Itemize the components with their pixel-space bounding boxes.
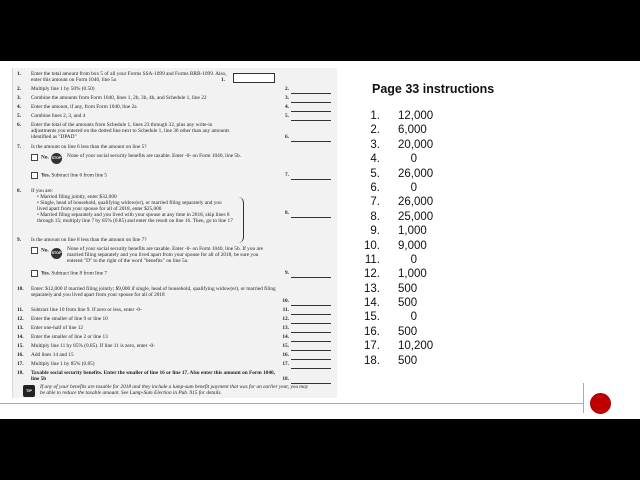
line-number: 16. <box>17 352 24 358</box>
answer-line <box>291 368 331 369</box>
answer-line <box>291 305 331 306</box>
answer-item <box>358 138 448 152</box>
yes-label: Yes. <box>41 270 50 277</box>
line-number: 11. <box>17 307 24 313</box>
answer-value: 6,000 <box>398 124 427 137</box>
answer-value: 500 <box>398 282 418 295</box>
line-text: Is the amount on line 6 less than the amount on line 5? <box>31 144 147 150</box>
line-number: 7. <box>17 144 21 150</box>
answer-line <box>291 323 331 324</box>
answer-number: 15. <box>364 311 380 324</box>
line-7-yes-checkbox[interactable] <box>31 172 38 179</box>
answer-list <box>358 109 448 368</box>
line-text: Add lines 14 and 15 <box>31 352 74 358</box>
answer-value: 26,000 <box>398 167 434 180</box>
line-9-no-checkbox[interactable] <box>31 247 38 254</box>
line-text: Enter the smaller of line 9 or line 10 <box>31 316 108 322</box>
answer-value: 500 <box>398 297 418 310</box>
answer-item <box>358 152 448 166</box>
line-ref: 12. <box>282 316 289 322</box>
answer-line <box>291 93 331 94</box>
answer-line <box>291 341 331 342</box>
answer-line <box>291 217 331 218</box>
line-text: Multiply line 11 by 85% (0.85). If line 11 is zero, enter -0- <box>31 343 155 349</box>
line-ref: 7. <box>285 172 289 178</box>
line-number: 18. <box>17 370 24 376</box>
line-number: 1. <box>17 71 21 77</box>
answer-number: 5. <box>370 167 380 180</box>
answer-item <box>358 310 448 324</box>
line-7-no-text: None of your social security benefits are taxable. Enter -0- on Form 1040, line 5b. <box>67 153 242 159</box>
line-text: Enter the total of the amounts from Schedule 1, lines 23 through 32, plus any write-in adjustments you entered on the dotted line next to Schedule 1, line 36 other than any amounts identified as "DPAD" <box>31 122 230 140</box>
answer-item <box>358 239 448 253</box>
line-number: 13. <box>17 325 24 331</box>
line-9-yes-text: Subtract line 8 from line 7 <box>51 270 108 277</box>
line-number: 3. <box>17 95 21 101</box>
answer-number: 14. <box>364 297 380 310</box>
line-number: 12. <box>17 316 24 322</box>
answer-line <box>291 332 331 333</box>
answer-line <box>291 120 331 121</box>
line-text: Enter: $12,000 if married filing jointly; $9,000 if single, head of household, qualifying widow(er), or married filing separately and you lived apart from your spouse for all of 2018 <box>31 286 276 298</box>
no-label: No. <box>41 247 49 254</box>
tip-icon: TIP <box>23 385 35 397</box>
answer-number: 12. <box>364 268 380 281</box>
footer-divider <box>583 383 584 413</box>
line-ref: 17. <box>282 361 289 367</box>
line-text: Enter the total amount from box 5 of all your Forms SSA-1099 and Forms RRB-1099. Also, enter this amount on Form 1040, line 5a <box>31 71 227 83</box>
answer-number: 6. <box>370 181 380 194</box>
slide <box>0 61 640 419</box>
line-ref: 13. <box>282 325 289 331</box>
answer-item <box>358 167 448 181</box>
red-circle-icon <box>590 393 611 414</box>
answer-number: 1. <box>370 110 380 122</box>
line-text: Subtract line 10 from line 9. If zero or less, enter -0- <box>31 307 142 313</box>
brace <box>237 197 244 243</box>
line-8-options: • Married filing jointly, enter $32,000 • Single, head of household, qualifying widow(er), or married filing separately and you lived apart from your spouse for all of 2018, enter $25,000 • Married filing separately and you lived with your spouse at any time in 2018, skip lines 8 through 15; multiply line 7 by 85% (0.85) and enter the result on line 16. Then, go to line 17 <box>37 194 233 224</box>
line-ref: 16. <box>282 352 289 358</box>
line-ref: 14. <box>282 334 289 340</box>
line-number: 17. <box>17 361 24 367</box>
stop-sign-icon: STOP <box>51 153 62 164</box>
answer-value: 0 <box>410 181 417 194</box>
answer-item <box>358 354 448 368</box>
line-7-no-checkbox[interactable] <box>31 154 38 161</box>
line-ref: 11. <box>282 307 289 313</box>
line-number: 9. <box>17 237 21 243</box>
line-ref: 15. <box>282 343 289 349</box>
line-ref: 4. <box>285 104 289 110</box>
answer-value: 10,200 <box>398 340 434 353</box>
answer-value: 500 <box>398 325 418 338</box>
answer-item <box>358 195 448 209</box>
answer-line <box>291 179 331 180</box>
line-number: 10. <box>17 286 24 292</box>
line-ref: 1. <box>221 77 225 83</box>
line-ref: 3. <box>285 95 289 101</box>
yes-label: Yes. <box>41 172 50 179</box>
line-number: 14. <box>17 334 24 340</box>
line-8-bullet-3: Married filing separately and you lived with your spouse at any time in 2018, skip lines 8 through 15; multiply line 7 by 85% (0.85) and enter the result on line 16. Then, go to line 17 <box>37 211 233 224</box>
line-text: Combine lines 2, 3, and 4 <box>31 113 86 119</box>
line-text: Enter one-half of line 12 <box>31 325 84 331</box>
answer-line <box>291 350 331 351</box>
line-number: 5. <box>17 113 21 119</box>
line-ref: 2. <box>285 86 289 92</box>
answer-line <box>291 111 331 112</box>
line-number: 4. <box>17 104 21 110</box>
answer-item <box>358 123 448 137</box>
footer-rule <box>0 403 583 404</box>
line-ref: 5. <box>285 113 289 119</box>
answer-item <box>358 224 448 238</box>
answer-item <box>358 109 448 123</box>
answer-value: 0 <box>410 311 417 324</box>
line-number: 15. <box>17 343 24 349</box>
answer-item <box>358 296 448 310</box>
answer-line <box>291 141 331 142</box>
answer-value: 9,000 <box>398 239 427 252</box>
line-text: Multiply line 1 by 50% (0.50) <box>31 86 95 92</box>
answer-item <box>358 282 448 296</box>
answer-line <box>291 359 331 360</box>
answer-number: 18. <box>364 354 380 367</box>
answer-item <box>358 210 448 224</box>
line-9-yes-checkbox[interactable] <box>31 270 38 277</box>
line-text: Taxable social security benefits. Enter the smaller of line 16 or line 17. Also enter this amount on Form 1040, line 5b <box>31 370 275 382</box>
answer-value: 500 <box>398 354 418 367</box>
line-text: Is the amount on line 8 less than the amount on line 7? <box>31 237 147 243</box>
answer-value: 0 <box>410 253 417 266</box>
stop-sign-icon: STOP <box>51 248 62 259</box>
line-ref: 8. <box>285 210 289 216</box>
answer-number: 13. <box>364 282 380 295</box>
worksheet <box>12 68 337 398</box>
answer-number: 4. <box>370 153 380 166</box>
answer-line <box>291 277 331 278</box>
answer-item <box>358 181 448 195</box>
answer-number: 9. <box>370 225 380 238</box>
line-text: Enter the smaller of line 2 or line 13 <box>31 334 108 340</box>
answer-item <box>358 339 448 353</box>
answer-value: 26,000 <box>398 196 434 209</box>
line-text: Multiply line 1 by 85% (0.85) <box>31 361 95 367</box>
answer-number: 2. <box>370 124 380 137</box>
line-text: If you are: <box>31 188 54 194</box>
answer-line <box>291 314 331 315</box>
line-text: Combine the amounts from Form 1040, lines 1, 2b, 3b, 4b, and Schedule 1, line 22 <box>31 95 207 101</box>
line-ref: 6. <box>285 134 289 140</box>
no-label: No. <box>41 154 49 161</box>
answer-value: 25,000 <box>398 210 434 223</box>
line-ref: 9. <box>285 270 289 276</box>
line-1-input-box <box>233 73 275 83</box>
line-number: 6. <box>17 122 21 128</box>
answer-number: 17. <box>364 340 380 353</box>
answer-number: 7. <box>370 196 380 209</box>
line-text: Enter the amount, if any, from Form 1040, line 2a <box>31 104 137 110</box>
tip-text: If any of your benefits are taxable for 2018 and they include a lump-sum benefit payment that was for an earlier year, you may be able to reduce the taxable amount. See Lump-Sum Election in Pub. 915 for details. <box>40 384 309 396</box>
answer-value: 12,000 <box>398 110 434 122</box>
line-8-bullet-2: Single, head of household, qualifying widow(er), or married filing separately and you lived apart from your spouse for all of 2018, enter $25,000 <box>37 199 222 212</box>
line-9-no-text: None of your social security benefits are taxable. Enter -0- on Form 1040, line 5b. If you are married filing separately and you lived apart from your spouse for all of 2018, be sure you entered "D" to the right of the word "benefits" on line 5a. <box>67 246 263 264</box>
line-8-bullet-1: Married filing jointly, enter $32,000 <box>40 194 117 200</box>
answer-line <box>291 102 331 103</box>
answer-value: 1,000 <box>398 225 427 238</box>
line-ref: 10. <box>282 298 289 304</box>
answer-number: 11. <box>364 253 380 266</box>
answer-item <box>358 253 448 267</box>
page-title: Page 33 instructions <box>372 82 495 96</box>
line-number: 8. <box>17 188 21 194</box>
answer-number: 10. <box>364 239 380 252</box>
answer-number: 3. <box>370 138 380 151</box>
answer-number: 8. <box>370 210 380 223</box>
answer-number: 16. <box>364 325 380 338</box>
answer-item <box>358 325 448 339</box>
answer-value: 1,000 <box>398 268 427 281</box>
line-ref: 18. <box>282 376 289 382</box>
answer-value: 20,000 <box>398 138 434 151</box>
answer-value: 0 <box>410 153 417 166</box>
answer-item <box>358 267 448 281</box>
line-number: 2. <box>17 86 21 92</box>
line-7-yes-text: Subtract line 6 from line 5 <box>51 172 108 179</box>
